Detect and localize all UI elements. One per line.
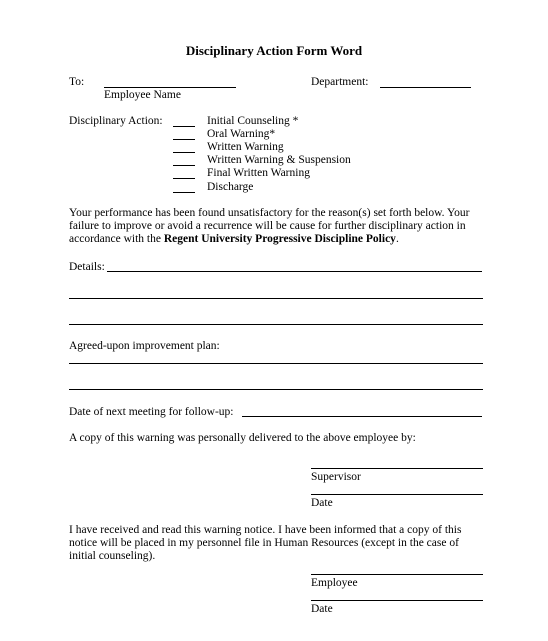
option-checkline[interactable] bbox=[173, 178, 195, 179]
supervisor-label: Supervisor bbox=[311, 471, 361, 483]
option-discharge: Discharge bbox=[207, 181, 254, 193]
supervisor-date-line[interactable] bbox=[311, 494, 483, 495]
employee-date-label: Date bbox=[311, 603, 333, 615]
next-meeting-label: Date of next meeting for follow-up: bbox=[69, 406, 234, 418]
option-initial-counseling: Initial Counseling * bbox=[207, 115, 299, 127]
performance-text-end: . bbox=[395, 233, 399, 246]
improvement-plan-label: Agreed-upon improvement plan: bbox=[69, 340, 220, 352]
form-title: Disciplinary Action Form Word bbox=[185, 43, 363, 58]
performance-text: Your performance has been found unsatisfactory for the reason(s) set forth below. Your failure to improve or avoid a recurrence will be cause for further disciplinary action in accordance with the bbox=[69, 207, 470, 246]
option-checkline[interactable] bbox=[173, 126, 195, 127]
details-field[interactable] bbox=[107, 271, 482, 272]
option-checkline[interactable] bbox=[173, 152, 195, 153]
employee-signature-line[interactable] bbox=[311, 574, 483, 575]
improvement-plan-line[interactable] bbox=[69, 363, 483, 364]
option-checkline[interactable] bbox=[173, 139, 195, 140]
supervisor-signature-line[interactable] bbox=[311, 468, 483, 469]
department-field[interactable] bbox=[380, 87, 471, 88]
copy-statement: A copy of this warning was personally delivered to the above employee by: bbox=[69, 432, 416, 444]
to-field[interactable] bbox=[104, 87, 236, 88]
to-label: To: bbox=[69, 76, 85, 88]
acknowledgement-paragraph: I have received and read this warning notice. I have been informed that a copy of this notice will be placed in my personnel file in Human Resources (except in the case of initial counseling). bbox=[69, 524, 462, 563]
details-line[interactable] bbox=[69, 324, 483, 325]
employee-name-label: Employee Name bbox=[104, 89, 181, 101]
option-oral-warning: Oral Warning* bbox=[207, 128, 276, 140]
supervisor-date-label: Date bbox=[311, 497, 333, 509]
next-meeting-field[interactable] bbox=[242, 416, 482, 417]
details-label: Details: bbox=[69, 261, 105, 273]
option-final-written-warning: Final Written Warning bbox=[207, 167, 310, 179]
employee-label: Employee bbox=[311, 577, 358, 589]
disciplinary-action-label: Disciplinary Action: bbox=[69, 115, 163, 127]
department-label: Department: bbox=[311, 76, 369, 88]
improvement-plan-line[interactable] bbox=[69, 389, 483, 390]
option-checkline[interactable] bbox=[173, 192, 195, 193]
policy-name: Regent University Progressive Discipline Policy bbox=[163, 233, 396, 246]
option-written-warning-suspension: Written Warning & Suspension bbox=[207, 154, 351, 166]
details-line[interactable] bbox=[69, 298, 483, 299]
performance-paragraph bbox=[69, 207, 484, 247]
option-written-warning: Written Warning bbox=[207, 141, 284, 153]
option-checkline[interactable] bbox=[173, 165, 195, 166]
employee-date-line[interactable] bbox=[311, 600, 483, 601]
